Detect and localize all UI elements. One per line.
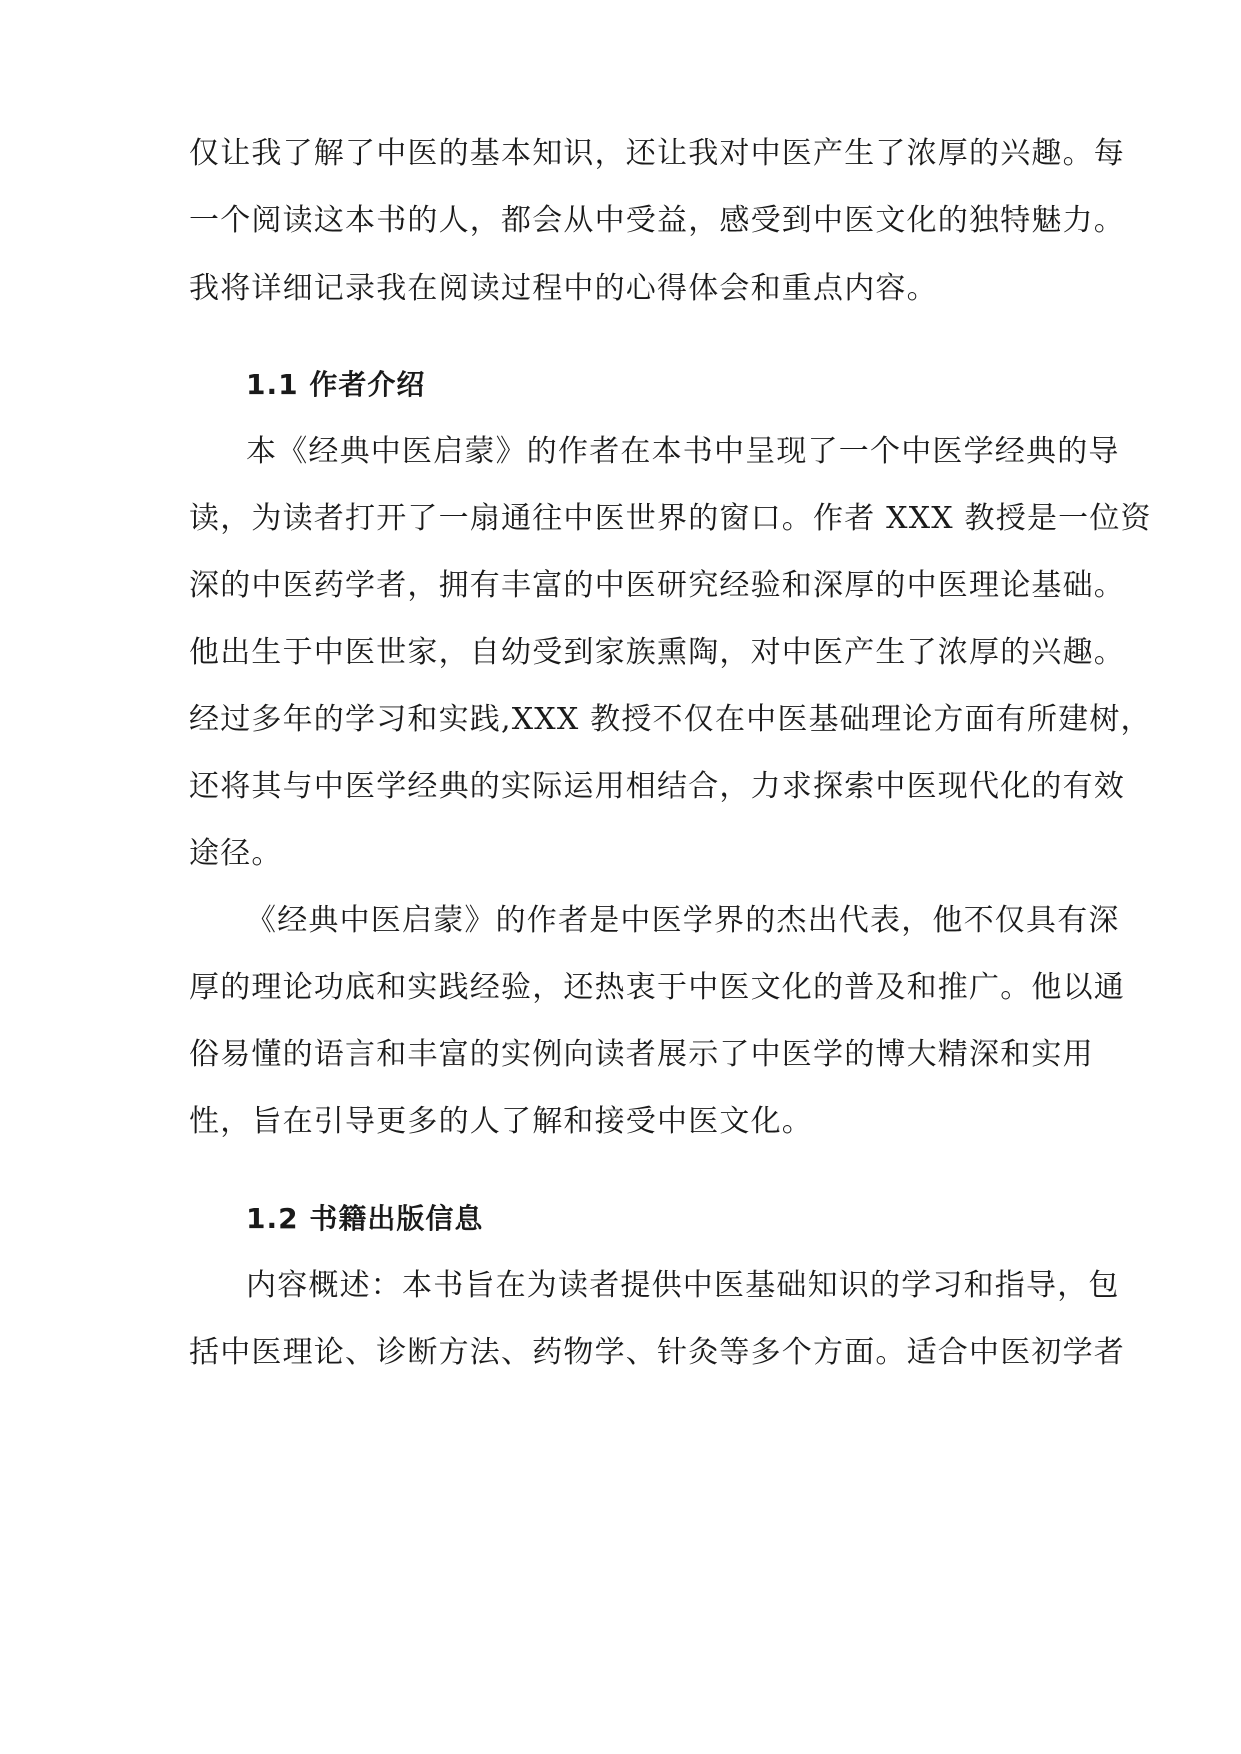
text-line: 途径。: [189, 836, 283, 871]
text-line: 还将其与中医学经典的实际运用相结合，力求探索中医现代化的有效: [189, 769, 1125, 804]
section-heading-1-2: 1.2 书籍出版信息: [246, 1202, 484, 1235]
text-line: 括中医理论、诊断方法、药物学、针灸等多个方面。适合中医初学者: [189, 1335, 1125, 1370]
text-line: 我将详细记录我在阅读过程中的心得体会和重点内容。: [189, 271, 938, 306]
text-line: 本《经典中医启蒙》的作者在本书中呈现了一个中医学经典的导: [246, 434, 1120, 469]
text-line: 内容概述：本书旨在为读者提供中医基础知识的学习和指导，包: [246, 1268, 1120, 1303]
text-line: 深的中医药学者，拥有丰富的中医研究经验和深厚的中医理论基础。: [189, 568, 1125, 603]
text-line: 他出生于中医世家，自幼受到家族熏陶，对中医产生了浓厚的兴趣。: [189, 635, 1125, 670]
text-line: 俗易懂的语言和丰富的实例向读者展示了中医学的博大精深和实用: [189, 1037, 1094, 1072]
text-line: 经过多年的学习和实践,XXX 教授不仅在中医基础理论方面有所建树，: [189, 702, 1152, 737]
text-line: 读，为读者打开了一扇通往中医世界的窗口。作者 XXX 教授是一位资: [189, 501, 1152, 536]
text-line: 仅让我了解了中医的基本知识，还让我对中医产生了浓厚的兴趣。每: [189, 136, 1125, 171]
text-line: 厚的理论功底和实践经验，还热衷于中医文化的普及和推广。他以通: [189, 970, 1125, 1005]
text-line: 性，旨在引导更多的人了解和接受中医文化。: [189, 1104, 813, 1139]
text-line: 一个阅读这本书的人，都会从中受益，感受到中医文化的独特魅力。: [189, 203, 1125, 238]
text-line: 《经典中医启蒙》的作者是中医学界的杰出代表，他不仅具有深: [246, 903, 1120, 938]
section-heading-1-1: 1.1 作者介绍: [246, 368, 426, 401]
